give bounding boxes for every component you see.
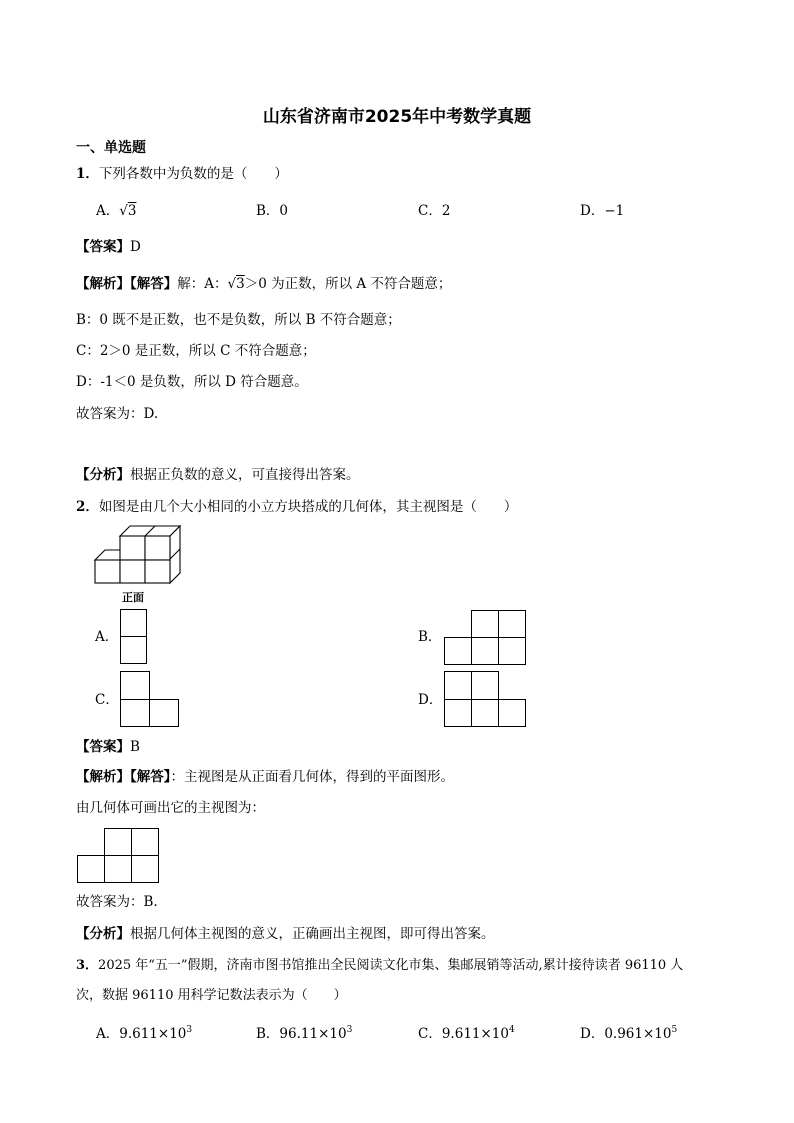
page-title: 山东省济南市2025年中考数学真题	[262, 107, 532, 127]
option-exponent: 3	[346, 1025, 353, 1035]
fenxi-line	[76, 925, 495, 943]
solution-line	[76, 768, 454, 786]
square	[498, 637, 526, 665]
square	[498, 610, 526, 638]
square	[120, 671, 150, 700]
radicand: 3	[236, 276, 245, 292]
option-value: 2	[441, 203, 451, 219]
section-heading: 一、单选题	[76, 140, 146, 156]
option-value: 0	[279, 203, 289, 219]
option-c-label: C．	[95, 692, 119, 708]
solution-tag: 【解答】	[130, 276, 178, 292]
sqrt-symbol: √	[119, 203, 128, 219]
cube-solid-figure	[92, 520, 192, 586]
square	[498, 699, 526, 727]
radicand: 3	[127, 203, 137, 219]
option-b-label: B．	[418, 629, 442, 645]
fenxi-line	[76, 466, 360, 484]
question-1-stem	[76, 165, 288, 183]
square	[444, 637, 472, 665]
square	[104, 828, 132, 856]
option-a	[96, 202, 136, 220]
solution-text: ＞0 为正数，所以 A 不符合题意；	[244, 276, 452, 292]
solution-text: ：主视图是从正面看几何体，得到的平面图形。	[170, 769, 454, 785]
square	[104, 855, 132, 883]
option-mantissa: 9.611×10	[441, 1026, 509, 1042]
option-label: D．	[580, 203, 605, 219]
option-label: B．	[256, 203, 280, 219]
option-mantissa: 0.961×10	[604, 1026, 672, 1042]
final-answer: 故答案为：D.	[76, 406, 159, 422]
option-d	[580, 202, 624, 220]
answer-value: D	[130, 239, 141, 255]
question-text: 下列各数中为负数的是（ ）	[98, 166, 288, 182]
option-d	[580, 1025, 677, 1043]
answer-tag: 【答案】	[76, 739, 130, 755]
square	[149, 699, 179, 727]
option-b	[256, 202, 288, 220]
square	[444, 699, 472, 727]
option-label: A．	[96, 203, 120, 219]
question-2-stem	[76, 498, 517, 516]
square	[471, 610, 499, 638]
question-number: 2．	[76, 499, 99, 515]
option-mantissa: 9.611×10	[119, 1026, 187, 1042]
answer-tag: 【答案】	[76, 239, 130, 255]
square	[471, 637, 499, 665]
solution-line-2: 由几何体可画出它的主视图为：	[76, 800, 265, 816]
square	[131, 828, 159, 856]
answer-line	[76, 238, 141, 256]
option-a-label: A．	[95, 629, 119, 645]
option-c	[418, 202, 450, 220]
sqrt-symbol: √	[227, 276, 237, 292]
option-d-label: D．	[418, 692, 443, 708]
square	[131, 855, 159, 883]
solution-line-a	[76, 275, 451, 293]
question-text: 如图是由几个大小相同的小立方块搭成的几何体，其主视图是（ ）	[98, 499, 518, 515]
solution-line-d: D：-1＜0 是负数，所以 D 符合题意。	[76, 374, 308, 390]
front-label: 正面	[122, 591, 144, 604]
square	[120, 609, 147, 637]
square	[471, 699, 499, 727]
question-number: 1．	[76, 166, 99, 182]
option-label: C．	[418, 203, 442, 219]
solution-line-c: C：2＞0 是正数，所以 C 不符合题意；	[76, 343, 316, 359]
square	[77, 855, 105, 883]
option-exponent: 4	[508, 1025, 515, 1035]
option-mantissa: 96.11×10	[279, 1026, 347, 1042]
option-label: A．	[96, 1026, 120, 1042]
square	[471, 671, 499, 700]
square	[120, 699, 150, 727]
final-answer: 故答案为：B.	[76, 894, 158, 910]
fenxi-tag: 【分析】	[76, 926, 130, 942]
option-label: B．	[256, 1026, 280, 1042]
option-value: −1	[604, 203, 625, 219]
square	[444, 671, 472, 700]
analysis-tag: 【解析】	[76, 276, 130, 292]
option-exponent: 5	[671, 1025, 678, 1035]
question-text: 2025 年“五一”假期，济南市图书馆推出全民阅读文化市集、集邮展销等活动,累计接待读者 96110 人	[98, 958, 684, 973]
analysis-tag: 【解析】	[76, 769, 130, 785]
solution-tag: 【解答】	[130, 769, 171, 785]
option-label: D．	[580, 1026, 605, 1042]
fenxi-tag: 【分析】	[76, 467, 130, 483]
question-number: 3．	[76, 958, 99, 973]
option-b	[256, 1025, 352, 1043]
question-3-stem-line2: 次，数据 96110 用科学记数法表示为（ ）	[76, 988, 347, 1003]
option-label: C．	[418, 1026, 442, 1042]
option-c	[418, 1025, 515, 1043]
square	[120, 636, 147, 664]
question-3-stem-line1	[76, 957, 683, 975]
fenxi-text: 根据正负数的意义，可直接得出答案。	[130, 467, 360, 483]
fenxi-text: 根据几何体主视图的意义，正确画出主视图，即可得出答案。	[130, 926, 495, 942]
answer-line	[76, 738, 140, 756]
solution-text: 解：A：	[177, 276, 228, 292]
option-exponent: 3	[186, 1025, 193, 1035]
solution-line-b: B：0 既不是正数，也不是负数，所以 B 不符合题意；	[76, 312, 401, 328]
answer-value: B	[130, 739, 140, 755]
option-a	[96, 1025, 192, 1043]
